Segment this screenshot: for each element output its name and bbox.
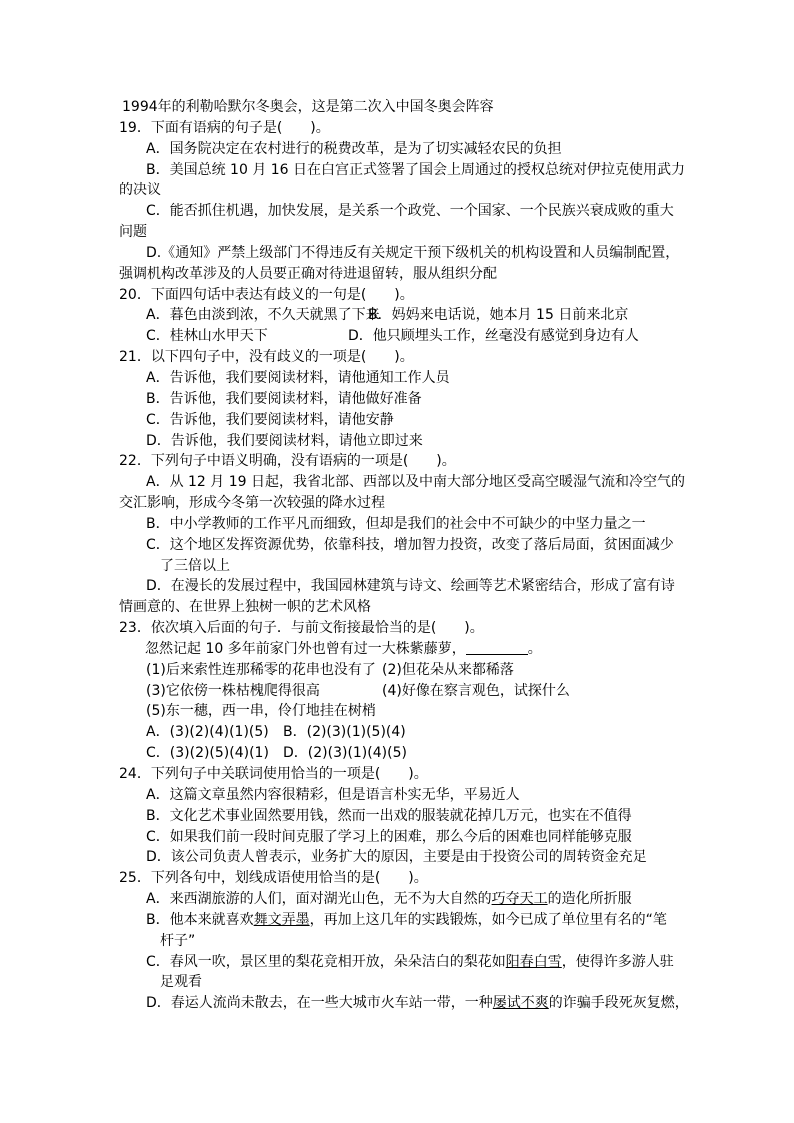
- q20-option-b: B．妈妈来电话说，她本月 15 日前来北京: [368, 307, 629, 324]
- q23-passage-text: 忽然记起 10 多年前家门外也曾有过一大株紫藤萝，: [145, 640, 466, 657]
- q21-option-b: B．告诉他，我们要阅读材料，请他做好准备: [146, 390, 422, 407]
- q19-option-a: A．国务院决定在农村进行的税费改革，是为了切实减轻农民的负担: [146, 140, 562, 157]
- q25-d-text-end: 的诈骗手段死灰复燃，: [548, 995, 689, 1012]
- question-21-stem: 21．以下四句子中，没有歧义的一项是( )。: [119, 349, 414, 366]
- q23-option-b: B．(2)(3)(1)(5)(4): [283, 724, 406, 741]
- document-page: [0, 97, 794, 1014]
- q25-a-text-end: 的造化所折服: [547, 891, 632, 908]
- q23-passage-end: 。: [527, 640, 542, 657]
- question-22-stem: 22．下列句子中语义明确，没有语病的一项是( )。: [119, 453, 456, 470]
- q22-option-c: C．这个地区发挥资源优势，依靠科技，增加智力投资，改变了落后局面，贫困面减少: [146, 536, 674, 553]
- q25-a-text: A．来西湖旅游的人们，面对湖光山色，无不为大自然的: [146, 891, 492, 908]
- q25-c-idiom: 阳春白雪: [505, 953, 562, 970]
- q25-option-a: [146, 889, 632, 910]
- q25-option-b-cont: 杆子”: [160, 932, 196, 949]
- q25-b-text: B．他本来就喜欢: [146, 911, 254, 928]
- question-24-stem: 24．下列句子中关联词使用恰当的一项是( )。: [119, 766, 428, 782]
- q21-option-a: A．告诉他，我们要阅读材料，请他通知工作人员: [146, 369, 450, 386]
- q23-option-c: C．(3)(2)(5)(4)(1): [146, 745, 269, 762]
- q25-c-text-end: ，使得许多游人驻: [561, 953, 674, 970]
- q24-option-a: A．这篇文章虽然内容很精彩，但是语言朴实无华，平易近人: [146, 786, 520, 803]
- q25-c-text: C．春风一吹，景区里的梨花竞相开放，朵朵洁白的梨花如: [146, 953, 506, 970]
- q19-option-d-cont: 强调机构改革涉及的人员要正确对待进退留转，服从组织分配: [119, 265, 497, 282]
- q23-sentence-1: (1)后来索性连那稀零的花串也没有了: [146, 661, 376, 678]
- q25-d-text: D．春运人流尚未散去，在一些大城市火车站一带，一种: [146, 995, 493, 1012]
- q22-option-d: D．在漫长的发展过程中，我国园林建筑与诗文、绘画等艺术紧密结合，形成了富有诗: [146, 578, 675, 595]
- q20-option-d: D．他只顾埋头工作，丝毫没有感觉到身边有人: [348, 328, 639, 345]
- q19-option-c-cont: 问题: [119, 224, 147, 241]
- q24-option-b: B．文化艺术事业固然要用钱，然而一出戏的服装就花掉几万元，也实在不值得: [146, 807, 632, 824]
- q22-option-a-cont: 交汇影响，形成今冬第一次较强的降水过程: [119, 495, 385, 512]
- q22-option-a: A．从 12 月 19 日起，我省北部、西部以及中南大部分地区受高空暖湿气流和冷空气的: [146, 474, 686, 491]
- q25-option-d: [146, 993, 689, 1014]
- q24-option-c: C．如果我们前一段时间克服了学习上的困难，那么今后的困难也同样能够克服: [146, 828, 632, 845]
- question-20-stem: 20．下面四句话中表达有歧义的一句是( )。: [119, 286, 414, 303]
- q19-option-b-cont: 的决议: [119, 182, 161, 199]
- q23-option-a: A．(3)(2)(4)(1)(5): [146, 724, 269, 741]
- q24-option-d: D．该公司负责人曾表示，业务扩大的原因，主要是由于投资公司的周转资金充足: [146, 849, 647, 866]
- q20-option-c: C．桂林山水甲天下: [146, 328, 268, 345]
- q25-d-idiom: 屡试不爽: [492, 995, 549, 1012]
- q23-option-d: D．(2)(3)(1)(4)(5): [283, 745, 407, 762]
- q19-option-b: B．美国总统 10 月 16 日在白宫正式签署了国会上周通过的授权总统对伊拉克使用武力: [146, 161, 686, 178]
- q21-option-c: C．告诉他，我们要阅读材料，请他安静: [146, 411, 394, 428]
- q22-option-d-cont: 情画意的、在世界上独树一帜的艺术风格: [119, 599, 371, 616]
- q23-sentence-5: (5)东一穗，西一串，伶仃地挂在树梢: [146, 703, 376, 720]
- fill-blank: [466, 640, 528, 655]
- q23-sentence-4: (4)好像在察言观色，试探什么: [382, 682, 570, 699]
- question-19-stem: 19．下面有语病的句子是( )。: [119, 119, 330, 136]
- q23-passage: [145, 639, 542, 660]
- q23-sentence-2: (2)但花朵从来都稀落: [382, 661, 514, 678]
- q25-b-text-end: ，再加上这几年的实践锻炼，如今已成了单位里有名的“笔: [309, 911, 667, 928]
- question-23-stem: 23．依次填入后面的句子．与前文衔接最恰当的是( )。: [119, 620, 484, 637]
- question-25-stem: 25．下列各句中，划线成语使用恰当的是( )。: [119, 870, 428, 887]
- q22-option-b: B．中小学教师的工作平凡而细致，但却是我们的社会中不可缺少的中坚力量之一: [146, 515, 646, 532]
- q23-sentence-3: (3)它依傍一株枯槐爬得很高: [146, 682, 320, 699]
- q25-b-idiom: 舞文弄墨: [253, 911, 310, 928]
- q19-option-c: C．能否抓住机遇，加快发展，是关系一个政党、一个国家、一个民族兴衰成败的重大: [146, 203, 674, 220]
- q22-option-c-cont: 了三倍以上: [160, 557, 230, 574]
- q25-option-b: [146, 910, 667, 931]
- q25-option-c: [146, 952, 674, 973]
- q25-option-c-cont: 足观看: [160, 974, 202, 991]
- q19-option-d: D.《通知》严禁上级部门不得违反有关规定干预下级机关的机构设置和人员编制配置，: [146, 244, 680, 261]
- intro-line: 1994年的利勒哈默尔冬奥会，这是第二次入中国冬奥会阵容: [122, 99, 494, 115]
- q21-option-d: D．告诉他，我们要阅读材料，请他立即过来: [146, 432, 423, 449]
- q25-a-idiom: 巧夺天工: [491, 891, 548, 908]
- q20-option-a: A．暮色由淡到浓，不久天就黑了下来: [146, 307, 380, 324]
